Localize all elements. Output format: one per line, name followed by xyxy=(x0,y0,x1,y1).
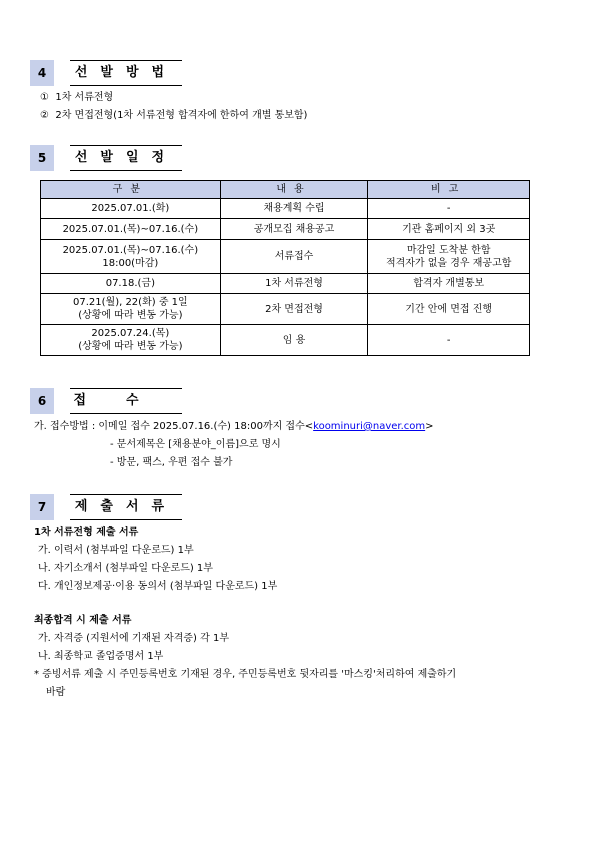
cell-note: 기간 안에 면접 진행 xyxy=(368,294,530,325)
section-number: 5 xyxy=(30,145,54,171)
item-text: 2차 면접전형(1차 서류전형 합격자에 한하여 개별 통보함) xyxy=(55,110,308,121)
cell-content: 1차 서류전형 xyxy=(220,274,368,294)
section-4-header xyxy=(30,60,182,86)
cell-content: 공개모집 채용공고 xyxy=(220,219,368,240)
email-link[interactable]: koominuri@naver.com xyxy=(313,421,426,432)
cell-date: 2025.07.01.(목)~07.16.(수) 18:00(마감) xyxy=(41,240,221,274)
cell-content: 서류접수 xyxy=(220,240,368,274)
group-title: 최종합격 시 제출 서류 xyxy=(34,615,132,626)
submission-note: - 방문, 팩스, 우편 접수 불가 xyxy=(110,457,233,468)
header-note: 비고 xyxy=(368,181,530,199)
item-text: 1차 서류전형 xyxy=(55,92,114,103)
list-item: 다. 개인정보제공·이용 동의서 (첨부파일 다운로드) 1부 xyxy=(38,581,278,592)
note-text: 바람 xyxy=(46,687,66,698)
list-item: 가. 자격증 (지원서에 기재된 자격증) 각 1부 xyxy=(38,633,229,644)
cell-date: 2025.07.01.(목)~07.16.(수) xyxy=(41,219,221,240)
cell-date: 07.21(월), 22(화) 중 1일 (상황에 따라 변동 가능) xyxy=(41,294,221,325)
item-marker: ① xyxy=(40,92,49,103)
cell-content: 임 용 xyxy=(220,325,368,356)
table-row xyxy=(41,325,530,356)
group-title: 1차 서류전형 제출 서류 xyxy=(34,527,139,538)
cell-note: 마감일 도착분 한함 적격자가 없을 경우 재공고함 xyxy=(368,240,530,274)
section-title: 접수 xyxy=(70,388,182,414)
section-6-header xyxy=(30,388,182,414)
cell-content: 채용계획 수립 xyxy=(220,199,368,219)
note-text: * 증빙서류 제출 시 주민등록번호 기재된 경우, 주민등록번호 뒷자리를 '마스킹'처리하여 제출하기 xyxy=(34,669,457,680)
cell-content: 2차 면접전형 xyxy=(220,294,368,325)
table-row xyxy=(41,219,530,240)
cell-date: 2025.07.01.(화) xyxy=(41,199,221,219)
section-number: 6 xyxy=(30,388,54,414)
section-title: 선발방법 xyxy=(70,60,182,86)
section-title: 선발일정 xyxy=(70,145,182,171)
section-7-header xyxy=(30,494,182,520)
schedule-table xyxy=(40,180,530,356)
cell-note: 기관 홈페이지 외 3곳 xyxy=(368,219,530,240)
cell-note: - xyxy=(368,325,530,356)
table-row xyxy=(41,240,530,274)
section-number: 4 xyxy=(30,60,54,86)
table-row xyxy=(41,199,530,219)
list-item xyxy=(40,109,307,122)
section-5-header xyxy=(30,145,182,171)
submission-method: 가. 접수방법 : 이메일 접수 2025.07.16.(수) 18:00까지 접수<koominuri@naver.com> xyxy=(34,421,434,432)
cell-note: - xyxy=(368,199,530,219)
submission-note: - 문서제목은 [채용분야_이름]으로 명시 xyxy=(110,439,281,450)
cell-date: 2025.07.24.(목) (상황에 따라 변동 가능) xyxy=(41,325,221,356)
section-title: 제출서류 xyxy=(70,494,182,520)
table-row xyxy=(41,274,530,294)
table-row xyxy=(41,294,530,325)
cell-date: 07.18.(금) xyxy=(41,274,221,294)
header-content: 내용 xyxy=(220,181,368,199)
list-item: 나. 자기소개서 (첨부파일 다운로드) 1부 xyxy=(38,563,213,574)
list-item: 가. 이력서 (첨부파일 다운로드) 1부 xyxy=(38,545,194,556)
section-number: 7 xyxy=(30,494,54,520)
cell-note: 합격자 개별통보 xyxy=(368,274,530,294)
header-category: 구분 xyxy=(41,181,221,199)
list-item xyxy=(40,91,113,104)
item-marker: ② xyxy=(40,110,49,121)
table-header-row xyxy=(41,181,530,199)
list-item: 나. 최종학교 졸업증명서 1부 xyxy=(38,651,164,662)
